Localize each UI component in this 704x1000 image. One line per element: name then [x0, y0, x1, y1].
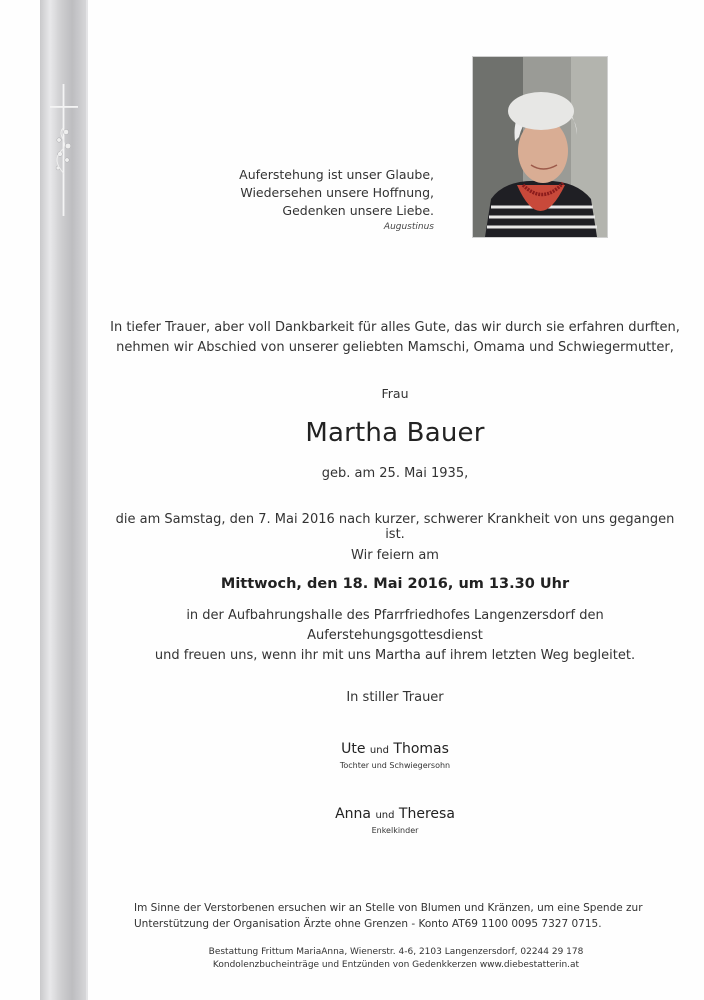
intro-line: In tiefer Trauer, aber voll Dankbarkeit für alles Gute, das wir durch sie erfahren durften,	[110, 320, 680, 335]
quote-author: Augustinus	[383, 222, 434, 232]
quote-block	[230, 166, 434, 234]
cross-with-flowers-icon	[50, 84, 78, 216]
family-role: Tochter und Schwiegersohn	[339, 761, 451, 770]
birth-date: geb. am 25. Mai 1935,	[321, 466, 469, 481]
donation-notice	[134, 900, 674, 932]
portrait-image	[473, 57, 607, 237]
salutation: Frau	[381, 386, 409, 401]
family-entry	[110, 806, 680, 835]
donation-line: Im Sinne der Verstorbenen ersuchen wir an Stelle von Blumen und Kränzen, um eine Spende zur	[134, 902, 643, 914]
deceased-name: Martha Bauer	[305, 418, 485, 448]
celebration-intro: Wir feiern am	[351, 548, 439, 563]
family-role: Enkelkinder	[371, 826, 419, 835]
place-line: und freuen uns, wenn ihr mit uns Martha auf ihrem letzten Weg begleitet.	[154, 648, 636, 663]
place-line: in der Aufbahrungshalle des Pfarrfriedhofes Langenzersdorf den Auferstehungsgottesdienst	[186, 608, 604, 643]
family-second-name: Theresa	[398, 806, 455, 822]
intro-text	[110, 318, 680, 358]
service-date: Mittwoch, den 18. Mai 2016, um 13.30 Uhr	[220, 576, 570, 592]
family-und: und	[369, 745, 389, 756]
family-entry	[110, 741, 680, 770]
footer-line: Kondolenzbucheinträge und Entzünden von Gedenkkerzen www.diebestatterin.at	[212, 960, 580, 970]
funeral-home-footer	[130, 946, 662, 972]
mourning-heading: In stiller Trauer	[346, 690, 444, 705]
portrait-photo	[472, 56, 608, 238]
family-second-name: Thomas	[393, 741, 449, 757]
quote-line: Gedenken unsere Liebe.	[282, 203, 434, 218]
death-notice: die am Samstag, den 7. Mai 2016 nach kurzer, schwerer Krankheit von uns gegangen ist.	[115, 512, 675, 542]
quote-line: Wiedersehen unsere Hoffnung,	[240, 185, 434, 200]
donation-line: Unterstützung der Organisation Ärzte ohne Grenzen - Konto AT69 1100 0095 7327 0715.	[134, 918, 602, 930]
family-first-name: Ute	[341, 741, 366, 757]
family-und: und	[375, 810, 395, 821]
service-place	[110, 606, 680, 666]
band-edge-line	[86, 0, 88, 1000]
footer-line: Bestattung Frittum MariaAnna, Wienerstr. 4-6, 2103 Langenzersdorf, 02244 29 178	[208, 947, 584, 957]
intro-line: nehmen wir Abschied von unserer geliebten Mamschi, Omama und Schwiegermutter,	[116, 340, 674, 355]
family-first-name: Anna	[335, 806, 371, 822]
quote-line: Auferstehung ist unser Glaube,	[239, 167, 434, 182]
family-names	[110, 806, 680, 822]
family-names	[110, 741, 680, 757]
